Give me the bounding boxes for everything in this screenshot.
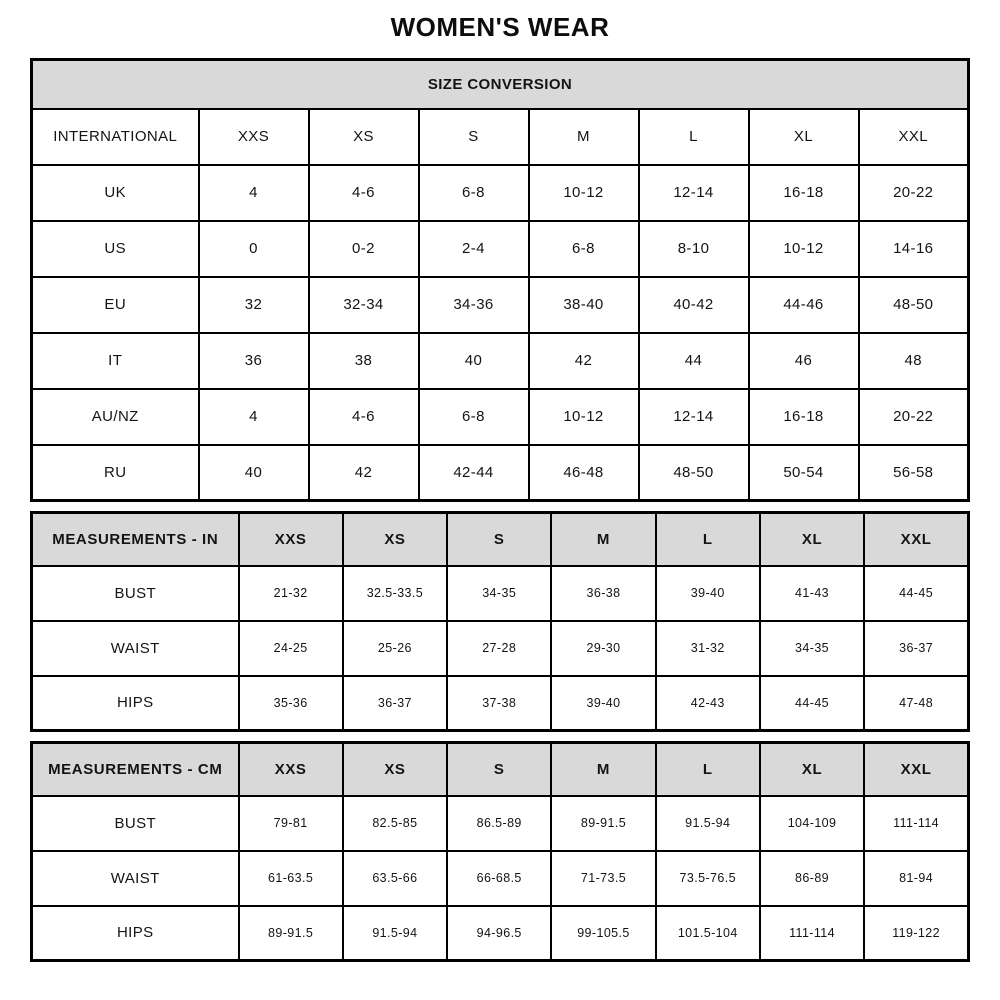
- value-cell: 111-114: [864, 796, 968, 851]
- measurements-in-body: [32, 566, 969, 731]
- measurements-cm-title: MEASUREMENTS - CM: [32, 743, 239, 796]
- table-row: [32, 221, 969, 277]
- value-cell: 81-94: [864, 851, 968, 906]
- table-row: [32, 796, 969, 851]
- row-label: HIPS: [32, 676, 239, 731]
- value-cell: 29-30: [551, 621, 655, 676]
- value-cell: 4: [199, 165, 309, 221]
- value-cell: 63.5-66: [343, 851, 447, 906]
- value-cell: 42: [309, 445, 419, 501]
- value-cell: 40: [419, 333, 529, 389]
- size-column-header: XL: [760, 513, 864, 566]
- value-cell: 40-42: [639, 277, 749, 333]
- row-label: AU/NZ: [32, 389, 199, 445]
- table-row: [32, 165, 969, 221]
- value-cell: 4: [199, 389, 309, 445]
- row-label: BUST: [32, 566, 239, 621]
- value-cell: 32-34: [309, 277, 419, 333]
- value-cell: 16-18: [749, 165, 859, 221]
- value-cell: 32.5-33.5: [343, 566, 447, 621]
- value-cell: 34-36: [419, 277, 529, 333]
- size-column-header: L: [656, 743, 760, 796]
- value-cell: 89-91.5: [239, 906, 343, 961]
- table-row: [32, 389, 969, 445]
- value-cell: 48-50: [859, 277, 969, 333]
- measurements-in-header-row: [32, 513, 969, 566]
- size-conversion-banner-row: [32, 60, 969, 109]
- measurements-cm-body: [32, 796, 969, 961]
- table-row: [32, 906, 969, 961]
- row-label: US: [32, 221, 199, 277]
- table-row: [32, 333, 969, 389]
- value-cell: 44-46: [749, 277, 859, 333]
- table-row: [32, 445, 969, 501]
- value-cell: 0-2: [309, 221, 419, 277]
- value-cell: 42-44: [419, 445, 529, 501]
- value-cell: 10-12: [529, 389, 639, 445]
- value-cell: 111-114: [760, 906, 864, 961]
- size-conversion-title: SIZE CONVERSION: [32, 60, 969, 109]
- value-cell: 39-40: [551, 676, 655, 731]
- value-cell: 99-105.5: [551, 906, 655, 961]
- value-cell: M: [529, 109, 639, 165]
- value-cell: 94-96.5: [447, 906, 551, 961]
- value-cell: 119-122: [864, 906, 968, 961]
- value-cell: 12-14: [639, 389, 749, 445]
- value-cell: 50-54: [749, 445, 859, 501]
- measurements-cm-header-row: [32, 743, 969, 796]
- size-column-header: XS: [343, 513, 447, 566]
- value-cell: 38: [309, 333, 419, 389]
- value-cell: 48-50: [639, 445, 749, 501]
- size-column-header: XS: [343, 743, 447, 796]
- size-column-header: S: [447, 743, 551, 796]
- row-label: WAIST: [32, 621, 239, 676]
- value-cell: XL: [749, 109, 859, 165]
- table-row: [32, 109, 969, 165]
- size-column-header: XL: [760, 743, 864, 796]
- value-cell: 36-37: [343, 676, 447, 731]
- value-cell: 21-32: [239, 566, 343, 621]
- value-cell: XXS: [199, 109, 309, 165]
- row-label: EU: [32, 277, 199, 333]
- value-cell: 89-91.5: [551, 796, 655, 851]
- value-cell: 6-8: [419, 389, 529, 445]
- value-cell: 24-25: [239, 621, 343, 676]
- value-cell: 6-8: [419, 165, 529, 221]
- value-cell: 6-8: [529, 221, 639, 277]
- value-cell: 34-35: [447, 566, 551, 621]
- value-cell: 42: [529, 333, 639, 389]
- value-cell: 46: [749, 333, 859, 389]
- value-cell: 42-43: [656, 676, 760, 731]
- table-row: [32, 851, 969, 906]
- size-column-header: M: [551, 513, 655, 566]
- measurements-in-title: MEASUREMENTS - IN: [32, 513, 239, 566]
- value-cell: 86.5-89: [447, 796, 551, 851]
- value-cell: 48: [859, 333, 969, 389]
- size-column-header: XXL: [864, 743, 968, 796]
- value-cell: 38-40: [529, 277, 639, 333]
- value-cell: 47-48: [864, 676, 968, 731]
- value-cell: 37-38: [447, 676, 551, 731]
- value-cell: 44-45: [760, 676, 864, 731]
- size-column-header: M: [551, 743, 655, 796]
- size-column-header: XXS: [239, 743, 343, 796]
- table-row: [32, 621, 969, 676]
- row-label: IT: [32, 333, 199, 389]
- value-cell: 0: [199, 221, 309, 277]
- table-row: [32, 566, 969, 621]
- value-cell: 101.5-104: [656, 906, 760, 961]
- value-cell: 20-22: [859, 389, 969, 445]
- value-cell: 41-43: [760, 566, 864, 621]
- value-cell: XS: [309, 109, 419, 165]
- value-cell: 34-35: [760, 621, 864, 676]
- value-cell: 82.5-85: [343, 796, 447, 851]
- value-cell: 66-68.5: [447, 851, 551, 906]
- value-cell: 12-14: [639, 165, 749, 221]
- size-column-header: XXS: [239, 513, 343, 566]
- row-label: RU: [32, 445, 199, 501]
- value-cell: 46-48: [529, 445, 639, 501]
- value-cell: 16-18: [749, 389, 859, 445]
- row-label: WAIST: [32, 851, 239, 906]
- value-cell: 40: [199, 445, 309, 501]
- value-cell: 35-36: [239, 676, 343, 731]
- value-cell: 2-4: [419, 221, 529, 277]
- value-cell: 25-26: [343, 621, 447, 676]
- value-cell: 86-89: [760, 851, 864, 906]
- value-cell: 32: [199, 277, 309, 333]
- value-cell: 14-16: [859, 221, 969, 277]
- table-row: [32, 277, 969, 333]
- value-cell: 44: [639, 333, 749, 389]
- value-cell: 10-12: [749, 221, 859, 277]
- value-cell: 56-58: [859, 445, 969, 501]
- value-cell: 44-45: [864, 566, 968, 621]
- value-cell: 91.5-94: [656, 796, 760, 851]
- table-row: [32, 676, 969, 731]
- value-cell: 71-73.5: [551, 851, 655, 906]
- value-cell: 104-109: [760, 796, 864, 851]
- value-cell: 20-22: [859, 165, 969, 221]
- value-cell: 36: [199, 333, 309, 389]
- value-cell: 8-10: [639, 221, 749, 277]
- size-conversion-body: [32, 109, 969, 501]
- value-cell: L: [639, 109, 749, 165]
- value-cell: 10-12: [529, 165, 639, 221]
- page-title: WOMEN'S WEAR: [390, 12, 610, 42]
- measurements-in-table: [30, 511, 970, 732]
- value-cell: 61-63.5: [239, 851, 343, 906]
- value-cell: XXL: [859, 109, 969, 165]
- row-label: UK: [32, 165, 199, 221]
- size-conversion-table: [30, 58, 970, 502]
- row-label: HIPS: [32, 906, 239, 961]
- value-cell: 91.5-94: [343, 906, 447, 961]
- size-column-header: S: [447, 513, 551, 566]
- value-cell: 79-81: [239, 796, 343, 851]
- size-column-header: XXL: [864, 513, 968, 566]
- value-cell: 36-37: [864, 621, 968, 676]
- row-label: BUST: [32, 796, 239, 851]
- value-cell: 36-38: [551, 566, 655, 621]
- value-cell: 39-40: [656, 566, 760, 621]
- size-column-header: L: [656, 513, 760, 566]
- value-cell: 4-6: [309, 389, 419, 445]
- value-cell: 31-32: [656, 621, 760, 676]
- value-cell: 73.5-76.5: [656, 851, 760, 906]
- row-label: INTERNATIONAL: [32, 109, 199, 165]
- value-cell: S: [419, 109, 529, 165]
- value-cell: 27-28: [447, 621, 551, 676]
- measurements-cm-table: [30, 741, 970, 962]
- value-cell: 4-6: [309, 165, 419, 221]
